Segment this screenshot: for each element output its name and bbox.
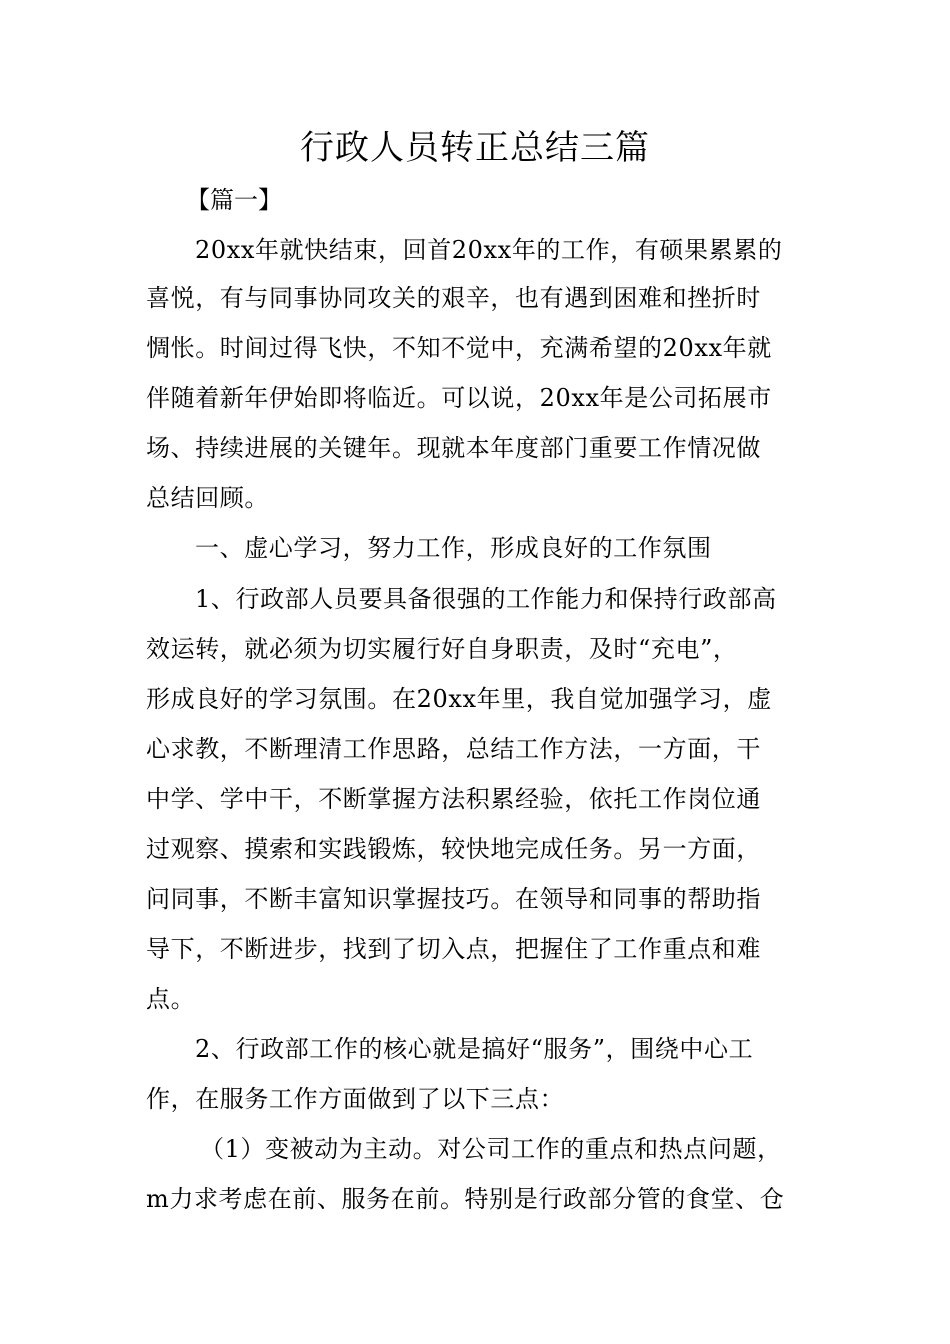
- paragraph-line: （1）变被动为主动。对公司工作的重点和热点问题，: [200, 1135, 782, 1163]
- paragraph-line: 喜悦，有与同事协同攻关的艰辛，也有遇到困难和挫折时: [146, 284, 761, 312]
- paragraph-line: 导下，不断进步，找到了切入点，把握住了工作重点和难: [146, 935, 761, 963]
- document-title: 行政人员转正总结三篇: [300, 128, 650, 168]
- paragraph-line: 伴随着新年伊始即将临近。可以说，20xx年是公司拓展市: [146, 384, 772, 412]
- paragraph-line: 心求教，不断理清工作思路，总结工作方法，一方面，干: [146, 735, 761, 763]
- section-heading: 一、虚心学习，努力工作，形成良好的工作氛围: [195, 534, 712, 562]
- paragraph-line: 过观察、摸索和实践锻炼，较快地完成任务。另一方面，: [146, 835, 761, 863]
- paragraph-line: 总结回顾。: [146, 484, 269, 512]
- section-label: 【篇一】: [186, 186, 282, 214]
- paragraph-line: 1、行政部人员要具备很强的工作能力和保持行政部高: [195, 585, 777, 613]
- paragraph-line: m力求考虑在前、服务在前。特别是行政部分管的食堂、仓: [146, 1185, 785, 1213]
- paragraph-line: 点。: [146, 985, 196, 1013]
- paragraph-line: 作，在服务工作方面做到了以下三点：: [146, 1085, 565, 1113]
- paragraph-line: 2、行政部工作的核心就是搞好“服务”，围绕中心工: [195, 1035, 754, 1063]
- paragraph-line: 效运转，就必须为切实履行好自身职责，及时“充电”，: [146, 635, 738, 663]
- paragraph-line: 中学、学中干，不断掌握方法积累经验，依托工作岗位通: [146, 785, 761, 813]
- paragraph-line: 惆怅。时间过得飞快，不知不觉中，充满希望的20xx年就: [146, 334, 772, 362]
- paragraph-line: 20xx年就快结束，回首20xx年的工作，有硕果累累的: [195, 236, 783, 264]
- paragraph-line: 形成良好的学习氛围。在20xx年里，我自觉加强学习，虚: [146, 685, 772, 713]
- paragraph-line: 问同事，不断丰富知识掌握技巧。在领导和同事的帮助指: [146, 885, 761, 913]
- paragraph-line: 场、持续进展的关键年。现就本年度部门重要工作情况做: [146, 434, 761, 462]
